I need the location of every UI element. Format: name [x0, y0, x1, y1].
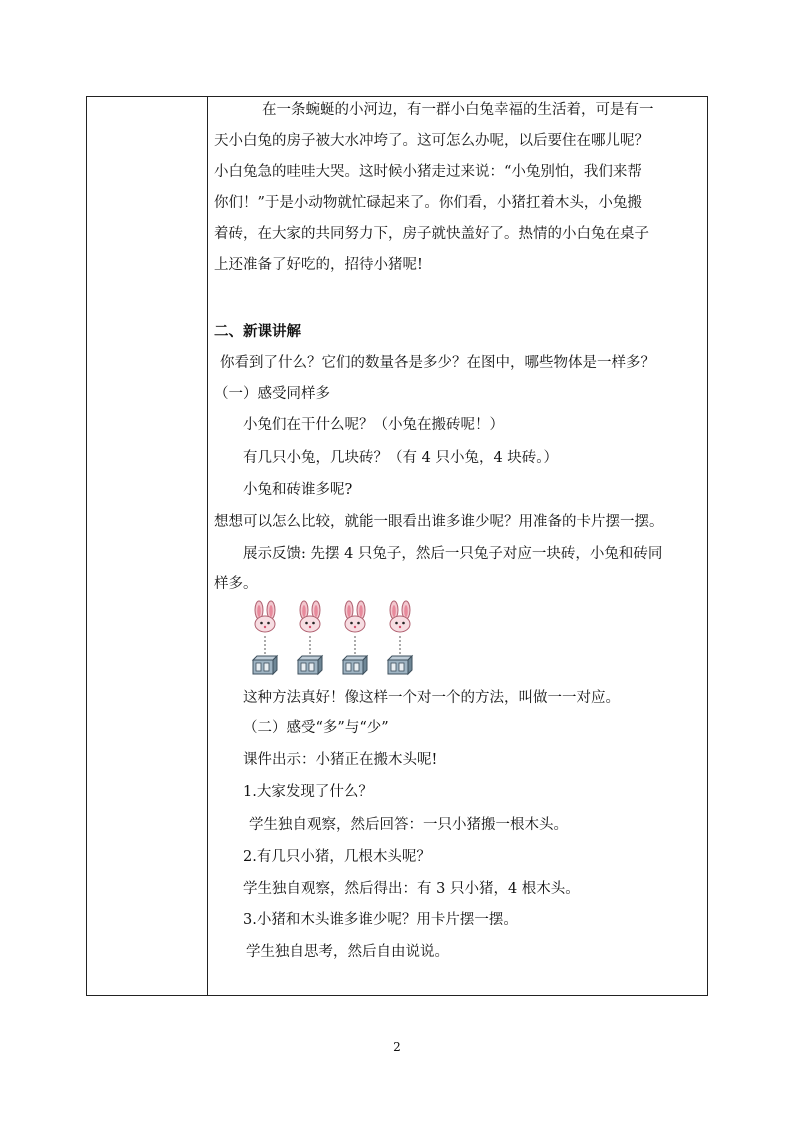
- rabbit-icon: [345, 601, 365, 632]
- part2-q1: 1.大家发现了什么？: [243, 784, 373, 800]
- part1-feedback-line-1: 展示反馈: 先摆 4 只兔子，然后一只兔子对应一块砖，小兔和砖同: [243, 546, 663, 562]
- brick-icon: [388, 656, 412, 674]
- part1-q1: 小兔们在干什么呢？（小兔在搬砖呢！）: [243, 417, 504, 433]
- part2-show: 课件出示：小猪正在搬木头呢!: [243, 752, 438, 768]
- section-title: 二、新课讲解: [214, 323, 301, 340]
- story-line-4: 你们！”于是小动物就忙碌起来了。你们看，小猪扛着木头，小兔搬: [214, 195, 642, 211]
- part2-a2: 学生独自观察，然后得出：有 3 只小猪，4 根木头。: [243, 881, 580, 897]
- story-line-1: 在一条蜿蜒的小河边，有一群小白兔幸福的生活着，可是有一: [262, 102, 654, 118]
- rabbit-icon: [300, 601, 320, 632]
- rabbit-icon: [255, 601, 275, 632]
- story-line-5: 着砖，在大家的共同努力下，房子就快盖好了。热情的小白兔在桌子: [214, 226, 649, 242]
- rabbit-brick-figure: [243, 600, 423, 682]
- brick-icon: [298, 656, 322, 674]
- story-line-2: 天小白兔的房子被大水冲垮了。这可怎么办呢，以后要住在哪儿呢？: [214, 133, 649, 149]
- intro-question: 你看到了什么？它们的数量各是多少？在图中，哪些物体是一样多？: [220, 355, 655, 371]
- brick-icon: [343, 656, 367, 674]
- rabbit-icon: [390, 601, 410, 632]
- story-line-3: 小白兔急的哇哇大哭。这时候小猪走过来说：“小兔别怕，我们来帮: [214, 164, 642, 180]
- part2-q3: 3.小猪和木头谁多谁少呢？用卡片摆一摆。: [243, 912, 518, 928]
- part1-feedback-line-2: 样多。: [214, 576, 258, 592]
- part1-title: （一）感受同样多: [214, 386, 330, 402]
- part1-q2: 有几只小兔，几块砖？（有 4 只小兔，4 块砖。）: [243, 450, 559, 466]
- part2-a3: 学生独自思考，然后自由说说。: [246, 944, 449, 960]
- part1-compare: 想想可以怎么比较，就能一眼看出谁多谁少呢？用准备的卡片摆一摆。: [214, 514, 664, 530]
- page-number: 2: [393, 1040, 401, 1054]
- part1-conclusion: 这种方法真好！像这样一个对一个的方法，叫做一一对应。: [243, 690, 620, 706]
- part2-title: （二）感受“多”与“少”: [243, 720, 389, 736]
- part2-q2: 2.有几只小猪，几根木头呢？: [243, 849, 431, 865]
- part2-a1: 学生独自观察，然后回答：一只小猪搬一根木头。: [249, 817, 568, 833]
- story-line-6: 上还准备了好吃的，招待小猪呢!: [214, 257, 423, 273]
- part1-q3: 小兔和砖谁多呢?: [243, 482, 353, 498]
- left-column-cell: [87, 97, 208, 995]
- brick-icon: [253, 656, 277, 674]
